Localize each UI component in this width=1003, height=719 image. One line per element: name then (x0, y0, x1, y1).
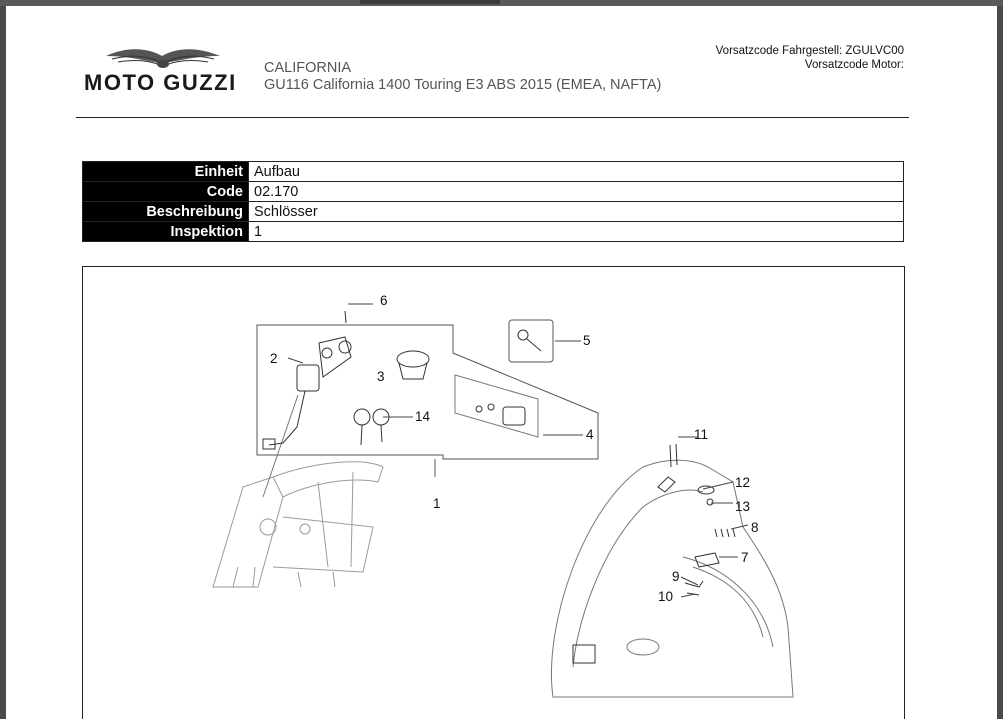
filler-cap (397, 351, 429, 379)
callout-2: 2 (270, 351, 278, 366)
code-block (716, 44, 904, 72)
callout-13: 13 (735, 499, 751, 514)
info-value: Schlösser (249, 202, 904, 222)
callout-7: 7 (741, 550, 749, 565)
small-parts (670, 444, 735, 595)
callout-5: 5 (583, 333, 591, 348)
info-row (83, 182, 904, 202)
kit-outline (257, 325, 598, 459)
leader-lines (288, 304, 751, 597)
engine-code: Vorsatzcode Motor: (804, 59, 904, 71)
info-key: Code (83, 182, 249, 202)
callout-4: 4 (586, 427, 594, 442)
callout-12: 12 (735, 475, 751, 490)
info-key: Inspektion (83, 222, 249, 242)
chassis-code: Vorsatzcode Fahrgestell: ZGULVC00 (715, 45, 904, 57)
window-tab (360, 0, 500, 4)
info-row (83, 202, 904, 222)
info-value: 1 (249, 222, 904, 242)
info-value: Aufbau (249, 162, 904, 182)
document-page (6, 6, 997, 719)
spare-key (518, 330, 541, 351)
info-key: Beschreibung (83, 202, 249, 222)
info-table (82, 161, 904, 242)
info-key: Einheit (83, 162, 249, 182)
info-row (83, 222, 904, 242)
info-value: 02.170 (249, 182, 904, 202)
callout-11: 11 (694, 427, 709, 442)
callout-3: 3 (377, 369, 385, 384)
callout-1: 1 (433, 496, 441, 511)
keys (354, 409, 389, 445)
frame-sketch (213, 462, 383, 587)
model-name: CALIFORNIA (264, 60, 352, 76)
exploded-parts-diagram (83, 267, 904, 719)
model-description: GU116 California 1400 Touring E3 ABS 2015 (EMEA, NAFTA) (264, 77, 662, 93)
header-divider (76, 117, 909, 118)
info-row (83, 162, 904, 182)
callout-6: 6 (380, 293, 388, 308)
diagram-frame (82, 266, 905, 719)
callout-14: 14 (415, 409, 431, 424)
lock-insert (455, 375, 538, 437)
callout-9: 9 (672, 569, 680, 584)
callout-8: 8 (751, 520, 759, 535)
callout-10: 10 (658, 589, 674, 604)
key-box (509, 320, 553, 362)
brand-wordmark: MOTO GUZZI (84, 70, 237, 95)
ignition-switch (263, 311, 351, 449)
